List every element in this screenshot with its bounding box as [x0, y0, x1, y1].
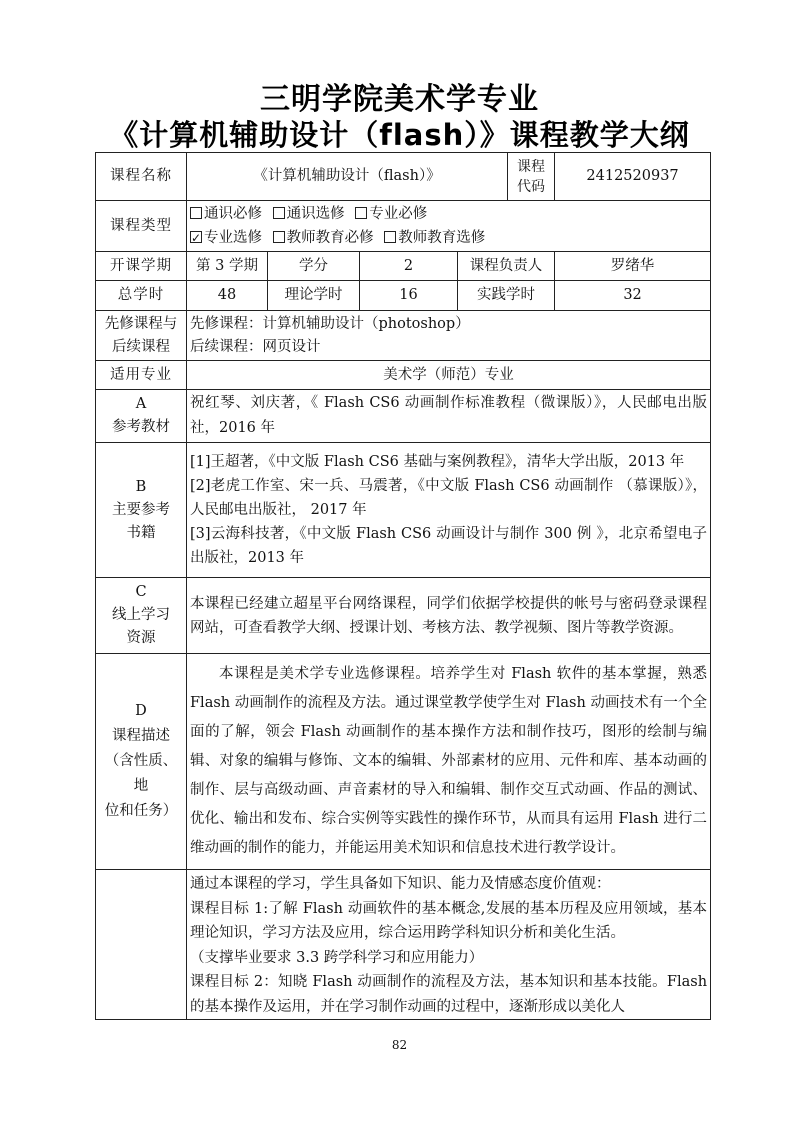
description-value: 本课程是美术学专业选修课程。培养学生对 Flash 软件的基本掌握，熟悉 Flash 动画制作的流程及方法。通过课堂教学使学生对 Flash 动画技术有一个全面的了解，领会 Flash 动画制作的基本操作方法和制作技巧，图形的绘制与编辑、对象的编辑与修饰、文本的编辑、外部素材的应用、元件和库、基本动画的制作、层与高级动画、声音素材的导入和编辑、制作交互式动画、作品的测试、优化、输出和发布、综合实例等实践性的操作环节，从而具有运用 Flash 进行二维动画的制作的能力，并能运用美术知识和信息技术进行教学设计。	[187, 654, 711, 870]
credits-label: 学分	[268, 252, 360, 281]
table-row	[96, 870, 711, 1020]
option-label: 通识选修	[286, 206, 345, 222]
textbook-value: 祝红琴、刘庆著，《 Flash CS6 动画制作标准教程（微课版）》，人民邮电出版社，2016 年	[187, 390, 711, 443]
table-row	[96, 153, 711, 201]
online-label	[96, 578, 187, 654]
course-code-value: 2412520937	[555, 153, 711, 201]
course-type-option[interactable]	[273, 230, 374, 246]
table-row	[96, 281, 711, 311]
references-label	[96, 443, 187, 578]
major-label: 适用专业	[96, 361, 187, 390]
table-row	[96, 390, 711, 443]
checkbox-icon[interactable]	[190, 207, 202, 219]
course-type-option[interactable]	[355, 206, 427, 222]
theory-hours-value: 16	[360, 281, 458, 311]
course-name-value: 《计算机辅助设计（flash）》	[187, 153, 508, 201]
references-label-line2: 主要参考	[112, 501, 170, 518]
textbook-label-line1: A	[135, 396, 147, 412]
goals-line: 课程目标 1:了解 Flash 动画软件的基本概念,发展的基本历程及应用领域，基本理论知识，学习方法及应用，综合运用跨学科知识分析和美化生活。	[190, 900, 708, 941]
course-type-label: 课程类型	[96, 201, 187, 252]
option-label: 专业选修	[204, 230, 262, 246]
option-label: 通识必修	[204, 206, 262, 222]
description-label-line1: D	[135, 703, 147, 719]
description-label-line2: 课程描述	[112, 728, 170, 744]
checked-checkbox-icon[interactable]	[190, 231, 202, 243]
table-row	[96, 361, 711, 390]
textbook-label	[96, 390, 187, 443]
credits-value: 2	[360, 252, 458, 281]
reference-item: [1]王超著，《中文版 Flash CS6 基础与案例教程》，清华大学出版，2013 年	[190, 454, 685, 470]
course-code-label-line1: 课程	[517, 158, 546, 175]
course-type-row2	[190, 226, 707, 250]
course-type-option[interactable]	[190, 206, 262, 222]
major-value: 美术学（师范）专业	[187, 361, 711, 390]
goals-line: 通过本课程的学习，学生具备如下知识、能力及情感态度价值观：	[190, 876, 611, 892]
checkbox-icon[interactable]	[355, 207, 367, 219]
online-value: 本课程已经建立超星平台网络课程，同学们依据学校提供的帐号与密码登录课程网站，可查看教学大纲、授课计划、考核方法、教学视频、图片等教学资源。	[187, 578, 711, 654]
description-label-line3: （含性质、地	[104, 753, 178, 794]
table-row	[96, 311, 711, 361]
semester-value: 第 3 学期	[187, 252, 268, 281]
goals-line: （支撑毕业要求 3.3 跨学科学习和应用能力）	[190, 949, 484, 966]
checkbox-icon[interactable]	[384, 231, 396, 243]
textbook-label-line2: 参考教材	[112, 419, 170, 435]
checkbox-icon[interactable]	[273, 231, 285, 243]
description-label-line4: 位和任务）	[104, 803, 178, 819]
checkbox-icon[interactable]	[273, 207, 285, 219]
course-type-option[interactable]	[190, 230, 262, 246]
course-type-option[interactable]	[384, 230, 485, 246]
goals-label	[96, 870, 187, 1020]
instructor-value: 罗绪华	[555, 252, 711, 281]
course-type-options	[187, 201, 711, 252]
goals-line: 课程目标 2：知晓 Flash 动画制作的流程及方法，基本知识和基本技能。Flash 的基本操作及运用，并在学习制作动画的过程中，逐渐形成以美化人	[190, 974, 708, 1015]
option-label: 专业必修	[369, 206, 428, 222]
document-title-line2: 《计算机辅助设计（flash）》课程教学大纲	[109, 118, 690, 152]
prerequisites-value	[187, 311, 711, 361]
option-label: 教师教育必修	[286, 230, 374, 246]
table-row	[96, 654, 711, 870]
course-type-row1	[190, 202, 707, 226]
syllabus-table	[95, 152, 711, 1020]
reference-item: [2]老虎工作室、宋一兵、马震著，《中文版 Flash CS6 动画制作 （慕课版）》，人民邮电出版社， 2017 年	[190, 478, 708, 518]
references-label-line3: 书籍	[126, 524, 156, 541]
practice-hours-value: 32	[555, 281, 711, 311]
course-type-option[interactable]	[273, 206, 345, 222]
course-code-label	[508, 153, 555, 201]
course-name-label: 课程名称	[96, 153, 187, 201]
total-hours-value: 48	[187, 281, 268, 311]
description-label	[96, 654, 187, 870]
course-code-label-line2: 代码	[517, 178, 546, 195]
goals-value	[187, 870, 711, 1020]
semester-label: 开课学期	[96, 252, 187, 281]
online-label-line1: C	[135, 584, 147, 600]
theory-hours-label: 理论学时	[268, 281, 360, 311]
table-row	[96, 201, 711, 252]
prerequisites-label-line2: 后续课程	[112, 338, 170, 355]
total-hours-label: 总学时	[96, 281, 187, 311]
prerequisites-line1: 先修课程：计算机辅助设计（photoshop）	[190, 315, 470, 332]
prerequisites-label	[96, 311, 187, 361]
prerequisites-line2: 后续课程：网页设计	[190, 338, 321, 355]
practice-hours-label: 实践学时	[458, 281, 555, 311]
online-label-line3: 资源	[126, 630, 156, 646]
table-row	[96, 443, 711, 578]
online-label-line2: 线上学习	[112, 607, 170, 623]
option-label: 教师教育选修	[398, 230, 486, 246]
reference-item: [3]云海科技著，《中文版 Flash CS6 动画设计与制作 300 例 》，北京希望电子出版社，2013 年	[190, 526, 708, 566]
references-list	[187, 443, 711, 578]
table-row	[96, 252, 711, 281]
page-number: 82	[391, 1038, 408, 1052]
prerequisites-label-line1: 先修课程与	[104, 315, 178, 332]
document-title-line1: 三明学院美术学专业	[260, 82, 539, 117]
instructor-label: 课程负责人	[458, 252, 555, 281]
references-label-line1: B	[135, 478, 147, 495]
table-row	[96, 578, 711, 654]
